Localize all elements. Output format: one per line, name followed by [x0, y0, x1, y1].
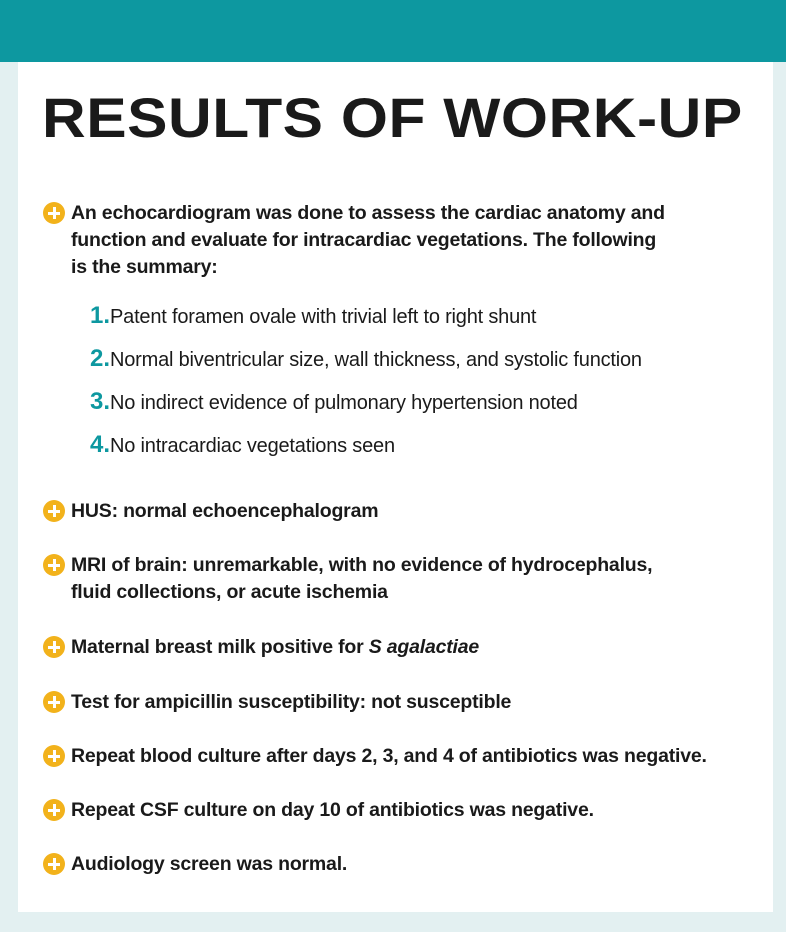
- milk-text: Maternal breast milk positive for: [71, 636, 369, 658]
- echo-line-1: An echocardiogram was done to assess the cardiac anatomy and: [71, 202, 665, 224]
- finding-text: Patent foramen ovale with trivial left to right shunt: [110, 306, 537, 328]
- bullet-text: HUS: normal echoencephalogram: [71, 500, 379, 522]
- plus-circle-icon: [43, 853, 65, 875]
- plus-circle-icon: [43, 691, 65, 713]
- bullet-mri: [43, 552, 652, 606]
- finding-number: 4.: [90, 431, 111, 458]
- plus-circle-icon: [43, 799, 65, 821]
- echo-line-3: is the summary:: [71, 256, 218, 278]
- plus-circle-icon: [43, 202, 65, 224]
- bullet-text: Test for ampicillin susceptibility: not susceptible: [71, 691, 512, 713]
- header-band: [0, 0, 786, 62]
- finding-number: 3.: [90, 388, 111, 415]
- results-card: [18, 62, 773, 912]
- bullet-hus: [43, 498, 378, 525]
- plus-circle-icon: [43, 554, 65, 576]
- finding-text: Normal biventricular size, wall thickness, and systolic function: [110, 349, 642, 371]
- bullet-echocardiogram: [43, 200, 665, 281]
- echo-line-2: function and evaluate for intracardiac vegetations. The following: [71, 229, 657, 251]
- plus-circle-icon: [43, 745, 65, 767]
- finding-item: [90, 345, 642, 373]
- finding-text: No intracardiac vegetations seen: [110, 435, 395, 457]
- bullet-csf-culture: [43, 797, 594, 824]
- bullet-ampicillin: [43, 689, 511, 716]
- bullet-text: Audiology screen was normal.: [71, 853, 348, 875]
- page-title: RESULTS OF WORK-UP: [42, 86, 743, 149]
- bullet-text: Repeat blood culture after days 2, 3, and 4 of antibiotics was negative.: [71, 745, 707, 767]
- finding-item: [90, 388, 578, 416]
- finding-number: 1.: [90, 302, 111, 329]
- bullet-audiology: [43, 851, 347, 878]
- bullet-text: Repeat CSF culture on day 10 of antibiotics was negative.: [71, 799, 594, 821]
- mri-line-1: MRI of brain: unremarkable, with no evidence of hydrocephalus,: [71, 554, 653, 576]
- organism-name: S agalactiae: [368, 636, 480, 658]
- finding-text: No indirect evidence of pulmonary hypertension noted: [110, 392, 578, 414]
- finding-item: [90, 302, 536, 330]
- bullet-blood-culture: [43, 743, 707, 770]
- bullet-breast-milk: [43, 634, 479, 661]
- mri-line-2: fluid collections, or acute ischemia: [71, 581, 388, 603]
- plus-circle-icon: [43, 500, 65, 522]
- finding-item: [90, 431, 395, 459]
- plus-circle-icon: [43, 636, 65, 658]
- finding-number: 2.: [90, 345, 111, 372]
